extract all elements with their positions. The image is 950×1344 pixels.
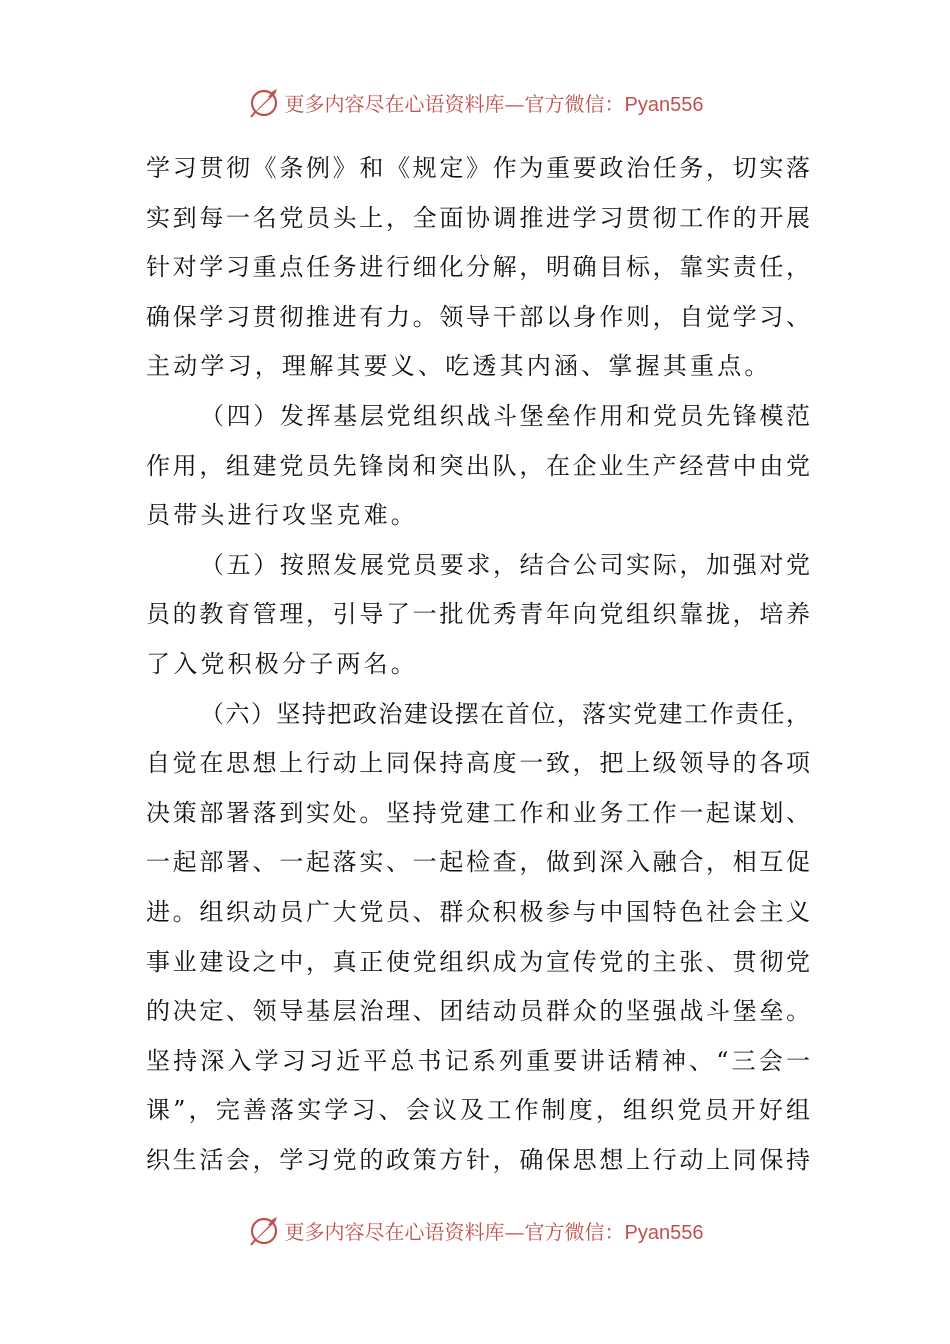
quill-logo-icon (247, 1213, 281, 1247)
footer-banner-handle: Pyan556 (624, 1221, 704, 1244)
body-line: 一起部署、一起落实、一起检查，做到深入融合，相互促 (146, 848, 810, 877)
body-line: 事业建设之中，真正使党组织成为宣传党的主张、贯彻党 (146, 947, 810, 976)
body-line: 决策部署落到实处。坚持党建工作和业务工作一起谋划、 (146, 798, 810, 827)
body-line: （四）发挥基层党组织战斗堡垒作用和党员先锋模范 (200, 401, 810, 430)
body-line: 学习贯彻《条例》和《规定》作为重要政治任务，切实落 (146, 154, 810, 182)
header-banner-text: 更多内容尽在心语资料库—官方微信： (284, 91, 625, 116)
body-line: 的决定、领导基层治理、团结动员群众的坚强战斗堡垒。 (146, 997, 810, 1026)
body-line: 实到每一名党员头上，全面协调推进学习贯彻工作的开展 (146, 203, 810, 232)
body-line: 了入党积极分子两名。 (146, 649, 418, 678)
body-line: 针对学习重点任务进行细化分解，明确目标，靠实责任， (146, 253, 810, 282)
body-line: （五）按照发展党员要求，结合公司实际，加强对党 (200, 550, 810, 579)
body-line: 作用，组建党员先锋岗和突出队，在企业生产经营中由党 (146, 451, 810, 480)
body-line: （六）坚持把政治建设摆在首位，落实党建工作责任， (200, 699, 810, 728)
body-line: 员的教育管理，引导了一批优秀青年向党组织靠拢，培养 (146, 600, 810, 629)
body-line: 坚持深入学习习近平总书记系列重要讲话精神、“三会一 (146, 1046, 810, 1075)
body-line: 确保学习贯彻推进有力。领导干部以身作则，自觉学习、 (146, 302, 810, 331)
body-line: 员带头进行攻坚克难。 (146, 501, 418, 530)
body-line: 进。组织动员广大党员、群众积极参与中国特色社会主义 (146, 897, 810, 926)
footer-banner (0, 1208, 950, 1252)
header-banner-handle: Pyan556 (624, 93, 704, 116)
body-line: 主动学习，理解其要义、吃透其内涵、掌握其重点。 (146, 352, 772, 381)
document-body (146, 144, 810, 1185)
body-line: 自觉在思想上行动上同保持高度一致，把上级领导的各项 (146, 749, 810, 778)
body-line: 织生活会，学习党的政策方针，确保思想上行动上同保持 (146, 1145, 810, 1174)
footer-banner-text: 更多内容尽在心语资料库—官方微信： (284, 1219, 625, 1244)
body-line: 课”，完善落实学习、会议及工作制度，组织党员开好组 (146, 1096, 810, 1125)
quill-logo-icon (247, 85, 281, 119)
header-banner (0, 80, 950, 124)
